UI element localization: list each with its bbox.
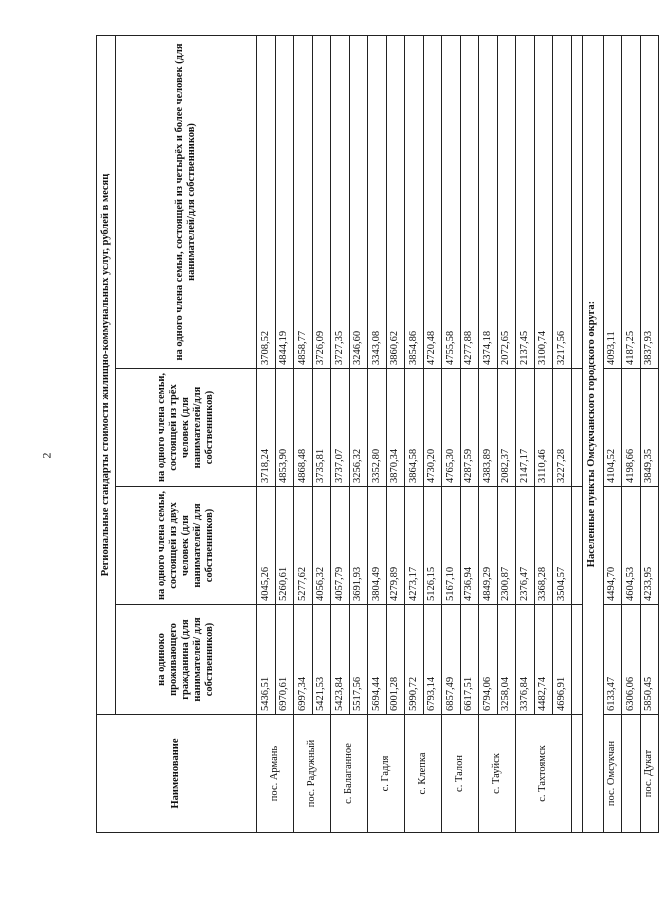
value-cell: 4849,29	[479, 487, 498, 605]
housing-standards-table	[96, 35, 659, 833]
column-header-three-person: на одного члена семьи, состоящей из трёх человек (для нанимателей/для собственников)	[116, 369, 257, 487]
value-cell: 3708,52	[257, 36, 276, 369]
section-row	[582, 36, 603, 833]
value-cell: 2137,45	[516, 36, 535, 369]
value-cell: 6133,47	[603, 605, 622, 715]
value-cell: 3217,56	[553, 36, 572, 369]
page-number: 2	[39, 452, 54, 459]
locality-name: пос. Омсукчан	[603, 715, 622, 833]
section-title: Населенные пункты Омсукчанского городского округа:	[582, 36, 603, 833]
value-cell: 3870,34	[386, 369, 405, 487]
value-cell: 3691,93	[349, 487, 368, 605]
value-cell: 5517,56	[349, 605, 368, 715]
value-cell: 3504,57	[553, 487, 572, 605]
column-header-two-person: на одного члена семьи, состоящей из двух человек (для нанимателей/ для собственников)	[116, 487, 257, 605]
value-cell: 6997,34	[294, 605, 313, 715]
value-cell: 4720,48	[423, 36, 442, 369]
value-cell: 4604,53	[622, 487, 641, 605]
value-cell: 6001,28	[386, 605, 405, 715]
table-row	[386, 36, 405, 833]
value-cell: 4765,30	[442, 369, 461, 487]
value-cell: 3718,24	[257, 369, 276, 487]
value-cell: 2147,17	[516, 369, 535, 487]
value-cell: 5126,15	[423, 487, 442, 605]
table-row	[423, 36, 442, 833]
value-cell: 6793,14	[423, 605, 442, 715]
locality-name: пос. Армань	[257, 715, 294, 833]
table-row	[349, 36, 368, 833]
value-cell: 4482,74	[534, 605, 553, 715]
value-cell: 4868,48	[294, 369, 313, 487]
value-cell: 3258,04	[497, 605, 516, 715]
value-cell: 4277,88	[460, 36, 479, 369]
value-cell: 4383,89	[479, 369, 498, 487]
locality-name: с. Тауйск	[479, 715, 516, 833]
band-header: Региональные стандарты стоимости жилищно-коммунальных услуг, рублей в месяц	[97, 36, 116, 715]
column-header-single: на одиноко проживающего гражданина (для нанимателей/ для собственников)	[116, 605, 257, 715]
empty-cell	[571, 369, 582, 487]
value-cell: 6857,49	[442, 605, 461, 715]
locality-name: с. Клепка	[405, 715, 442, 833]
table-row	[534, 36, 553, 833]
value-cell: 4844,19	[275, 36, 294, 369]
table-row	[622, 36, 641, 833]
empty-cell	[571, 487, 582, 605]
table-row	[442, 36, 461, 833]
value-cell: 4696,91	[553, 605, 572, 715]
value-cell: 4273,17	[405, 487, 424, 605]
table-row	[460, 36, 479, 833]
value-cell: 2072,65	[497, 36, 516, 369]
table-body	[257, 36, 659, 833]
value-cell: 3727,35	[331, 36, 350, 369]
value-cell: 3854,86	[405, 36, 424, 369]
landscape-table-container	[96, 36, 655, 833]
value-cell: 3227,28	[553, 369, 572, 487]
empty-cell	[571, 36, 582, 369]
rotated-page	[96, 36, 655, 833]
table-row	[516, 36, 535, 833]
locality-name: с. Гадля	[368, 715, 405, 833]
table-row	[405, 36, 424, 833]
locality-name: пос. Дукат	[640, 715, 659, 833]
value-cell: 4045,26	[257, 487, 276, 605]
value-cell: 4755,58	[442, 36, 461, 369]
value-cell: 4198,66	[622, 369, 641, 487]
value-cell: 3860,62	[386, 36, 405, 369]
value-cell: 5436,51	[257, 605, 276, 715]
table-row	[479, 36, 498, 833]
value-cell: 4730,20	[423, 369, 442, 487]
value-cell: 2376,47	[516, 487, 535, 605]
value-cell: 4287,59	[460, 369, 479, 487]
name-column-header: Наименование	[97, 715, 257, 833]
value-cell: 4494,70	[603, 487, 622, 605]
value-cell: 3737,07	[331, 369, 350, 487]
value-cell: 4187,25	[622, 36, 641, 369]
value-cell: 3100,74	[534, 36, 553, 369]
value-cell: 4233,95	[640, 487, 659, 605]
locality-name: с. Тахтоямск	[516, 715, 572, 833]
value-cell: 3735,81	[312, 369, 331, 487]
value-cell: 3110,46	[534, 369, 553, 487]
value-cell: 4374,18	[479, 36, 498, 369]
value-cell: 5167,10	[442, 487, 461, 605]
value-cell: 5990,72	[405, 605, 424, 715]
value-cell: 3849,35	[640, 369, 659, 487]
value-cell: 4056,32	[312, 487, 331, 605]
table-row	[553, 36, 572, 833]
value-cell: 6306,06	[622, 605, 641, 715]
spacer-row	[571, 36, 582, 833]
table-row	[368, 36, 387, 833]
table-row	[275, 36, 294, 833]
value-cell: 3343,08	[368, 36, 387, 369]
value-cell: 5421,53	[312, 605, 331, 715]
value-cell: 5694,44	[368, 605, 387, 715]
value-cell: 5423,84	[331, 605, 350, 715]
table-row	[331, 36, 350, 833]
table-row	[497, 36, 516, 833]
value-cell: 5277,62	[294, 487, 313, 605]
value-cell: 3864,58	[405, 369, 424, 487]
value-cell: 3246,60	[349, 36, 368, 369]
value-cell: 5260,61	[275, 487, 294, 605]
value-cell: 4279,89	[386, 487, 405, 605]
value-cell: 3368,28	[534, 487, 553, 605]
table-row	[640, 36, 659, 833]
locality-name	[622, 715, 641, 833]
table-row	[257, 36, 276, 833]
value-cell: 2300,87	[497, 487, 516, 605]
empty-cell	[571, 715, 582, 833]
locality-name: пос. Радужный	[294, 715, 331, 833]
value-cell: 2082,37	[497, 369, 516, 487]
value-cell: 3352,80	[368, 369, 387, 487]
value-cell: 4104,52	[603, 369, 622, 487]
value-cell: 3726,09	[312, 36, 331, 369]
value-cell: 3837,93	[640, 36, 659, 369]
value-cell: 3376,84	[516, 605, 535, 715]
locality-name: с. Талон	[442, 715, 479, 833]
empty-cell	[571, 605, 582, 715]
value-cell: 6617,51	[460, 605, 479, 715]
value-cell: 3804,49	[368, 487, 387, 605]
table-row	[603, 36, 622, 833]
column-header-four-person: на одного члена семьи, состоящей из четырёх и более человек (для нанимателей/для собственников)	[116, 36, 257, 369]
value-cell: 4853,90	[275, 369, 294, 487]
table-row	[312, 36, 331, 833]
table-row	[294, 36, 313, 833]
value-cell: 4736,94	[460, 487, 479, 605]
locality-name: с. Балаганное	[331, 715, 368, 833]
value-cell: 4057,79	[331, 487, 350, 605]
value-cell: 6970,61	[275, 605, 294, 715]
value-cell: 3256,32	[349, 369, 368, 487]
value-cell: 6794,06	[479, 605, 498, 715]
value-cell: 4858,77	[294, 36, 313, 369]
value-cell: 5850,45	[640, 605, 659, 715]
value-cell: 4093,11	[603, 36, 622, 369]
